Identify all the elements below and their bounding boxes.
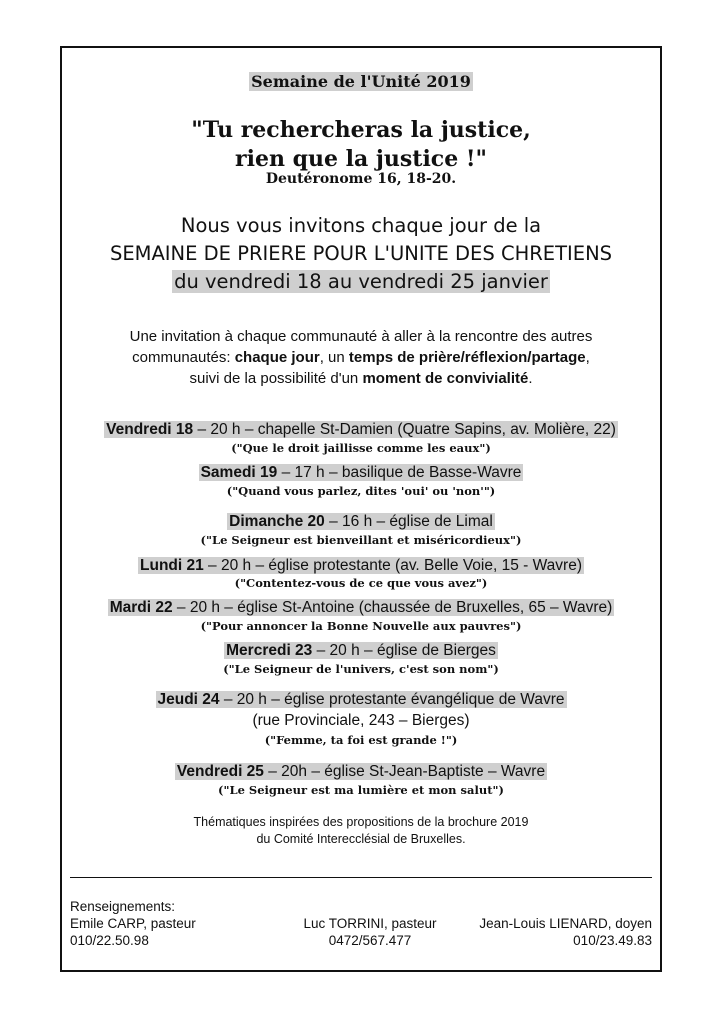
intro-text: suivi de la possibilité d'un [189,370,363,387]
invitation-dates-row [60,268,662,296]
schedule-line [156,691,567,708]
invitation-line-2: SEMAINE DE PRIERE POUR L'UNITE DES CHRETIENS [109,242,613,265]
intro-paragraph [60,326,662,389]
schedule-theme: ("Pour annoncer la Bonne Nouvelle aux pauvres") [200,619,522,633]
schedule-line [227,513,495,530]
quote-line-2: rien que la justice !" [235,146,487,172]
schedule-item-sunday-20 [60,512,662,532]
schedule-item-monday-21 [60,556,662,576]
schedule-day: Samedi 19 [200,464,278,481]
schedule-line [108,599,615,616]
schedule-line [175,763,547,780]
schedule-details: – 17 h – basilique de Basse-Wavre [277,464,522,481]
schedule-theme: ("Quand vous parlez, dites 'oui' ou 'non'") [226,484,496,498]
schedule-item-friday-25 [60,762,662,782]
contact-2-phone: 0472/567.477 [328,933,412,948]
invitation-dates: du vendredi 18 au vendredi 25 janvier [174,270,548,293]
schedule-theme: ("Le Seigneur est bienveillant et miséricordieux") [200,533,522,547]
schedule-theme: ("Que le droit jaillisse comme les eaux") [231,441,491,455]
schedule-line [224,642,498,659]
intro-text: . [528,370,533,387]
schedule-theme: ("Le Seigneur est ma lumière et mon salut") [218,783,504,797]
intro-text: communautés: [132,349,235,366]
intro-emphasis: temps de prière/réflexion/partage [348,349,586,366]
footnote-line-2: du Comité Interecclésial de Bruxelles. [256,832,466,846]
schedule-details: – 20h – église St-Jean-Baptiste – Wavre [263,763,546,780]
schedule-item-wednesday-23 [60,641,662,661]
footer-divider [70,877,652,878]
schedule-day: Vendredi 18 [106,421,194,438]
contact-1-name: Emile CARP, pasteur [70,916,196,931]
schedule-details: – 20 h – église protestante (av. Belle Voie, 15 - Wavre) [203,557,582,574]
schedule-day: Mardi 22 [109,599,173,616]
schedule-day: Dimanche 20 [229,513,325,530]
schedule-item-friday-18 [60,420,662,440]
schedule-details: – 20 h – église St-Antoine (chaussée de Bruxelles, 65 – Wavre) [172,599,613,616]
schedule-details: – 16 h – église de Limal [324,513,493,530]
schedule-theme: ("Le Seigneur de l'univers, c'est son nom") [223,662,499,676]
schedule-item-saturday-19 [60,463,662,483]
schedule-line [104,421,618,438]
intro-text: , un [319,349,349,366]
schedule-line [138,557,584,574]
contact-3-name: Jean-Louis LIENARD, doyen [479,916,652,931]
schedule-day: Vendredi 25 [176,763,264,780]
intro-emphasis: chaque jour [234,349,320,366]
schedule-details: – 20 h – chapelle St-Damien (Quatre Sapins, av. Molière, 22) [193,421,616,438]
week-title-row [60,72,662,91]
schedule-day: Jeudi 24 [157,691,220,708]
contact-2-name: Luc TORRINI, pasteur [303,916,437,931]
schedule-item-thursday-24 [60,690,662,710]
contacts-label: Renseignements: [70,899,176,914]
schedule-theme: ("Contentez-vous de ce que vous avez") [234,576,488,590]
week-title: Semaine de l'Unité 2019 [251,72,471,91]
schedule-extra-address: (rue Provinciale, 243 – Bierges) [252,712,470,729]
intro-line-3 [60,368,662,389]
contact-3-phone: 010/23.49.83 [573,933,652,948]
schedule-details: – 20 h – église protestante évangélique de Wavre [219,691,565,708]
schedule-day: Lundi 21 [140,557,204,574]
contact-1-phone: 010/22.50.98 [70,933,149,948]
quote-line-1: "Tu rechercheras la justice, [191,117,531,143]
schedule-line [199,464,524,481]
intro-line-2 [60,347,662,368]
schedule-item-tuesday-22 [60,598,662,618]
bible-reference: Deutéronome 16, 18-20. [265,171,457,187]
footnote-line-1: Thématiques inspirées des propositions de la brochure 2019 [193,815,529,829]
schedule-theme: ("Femme, ta foi est grande !") [264,733,458,747]
invitation-line-1: Nous vous invitons chaque jour de la [180,214,542,237]
schedule-day: Mercredi 23 [226,642,313,659]
schedule-details: – 20 h – église de Bierges [312,642,496,659]
intro-line-1: Une invitation à chaque communauté à aller à la rencontre des autres [129,328,593,345]
intro-text: , [585,349,590,366]
intro-emphasis: moment de convivialité [362,370,529,387]
